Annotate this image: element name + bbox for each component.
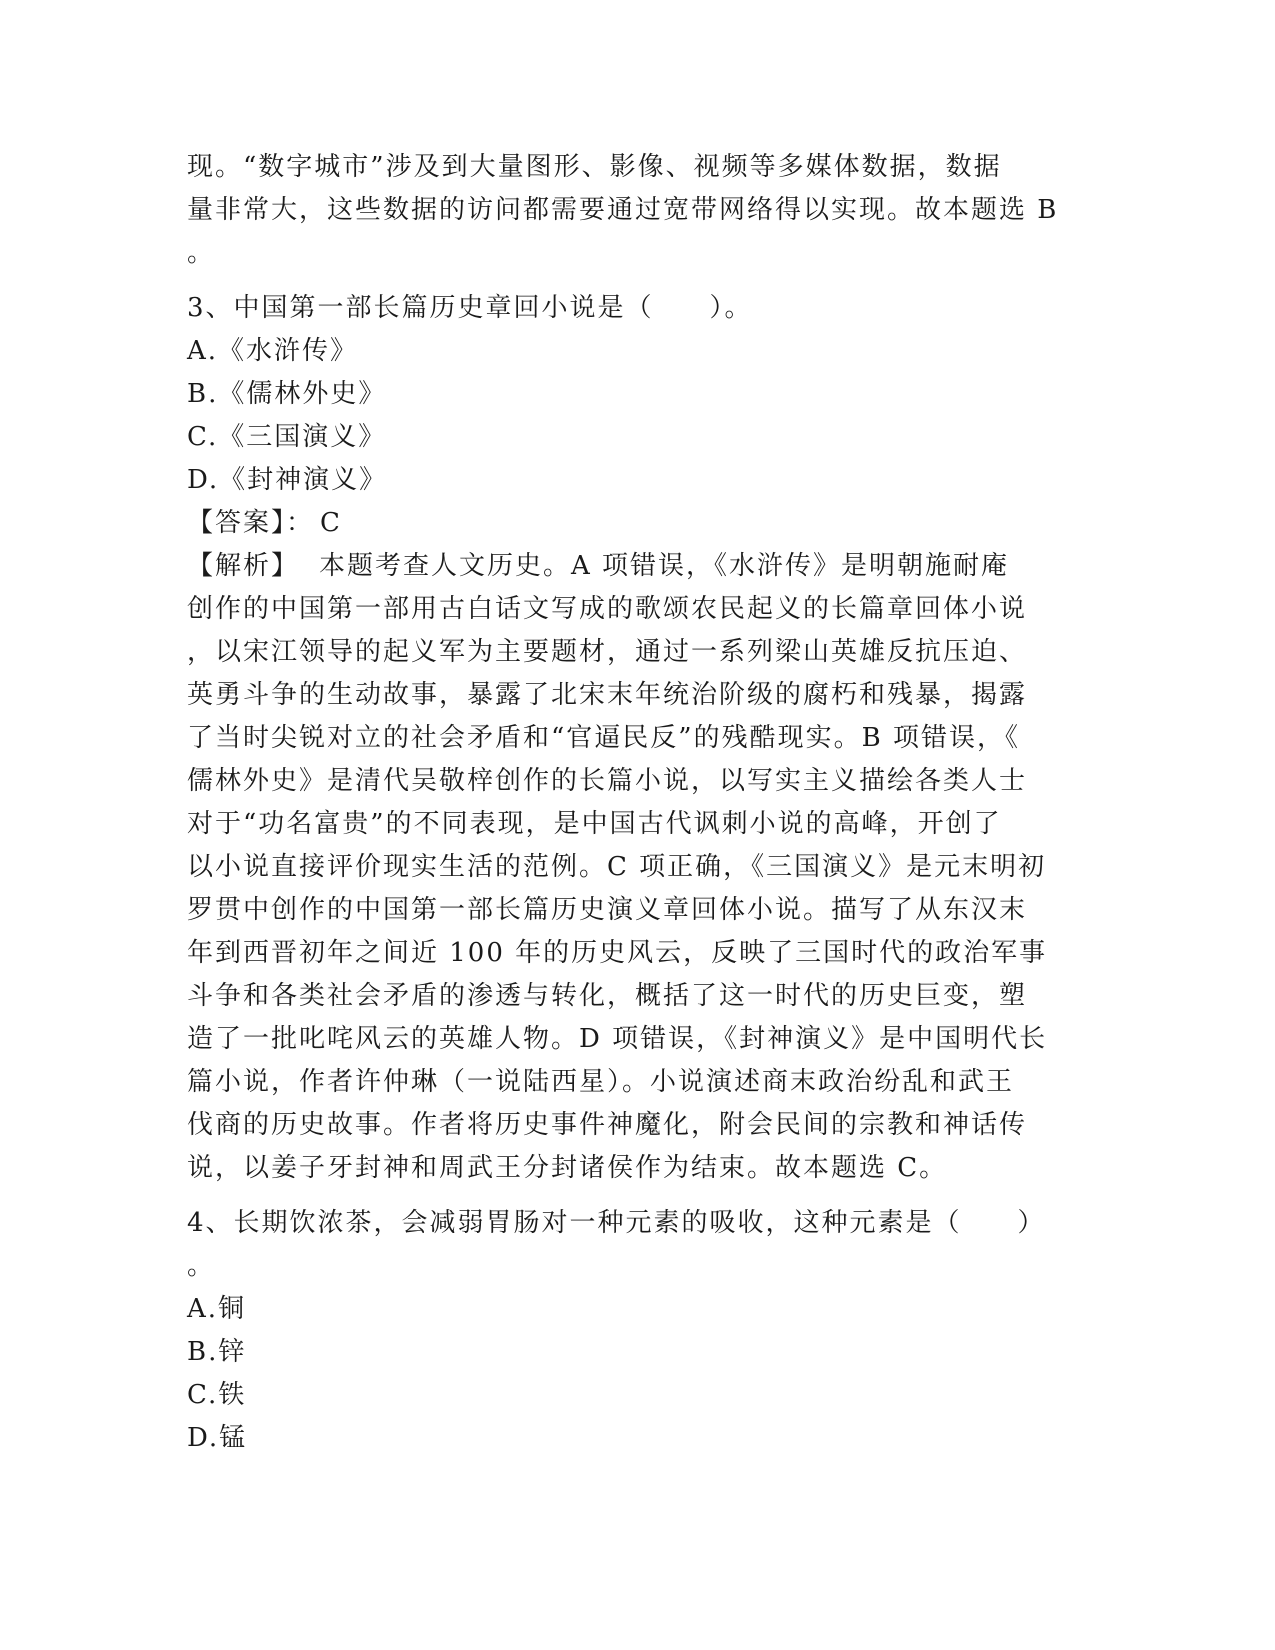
text-line: 创作的中国第一部用古白话文写成的歌颂农民起义的长篇章回体小说 bbox=[187, 594, 1028, 624]
text-line: 量非常大，这些数据的访问都需要通过宽带网络得以实现。故本题选 B bbox=[187, 195, 1059, 225]
text-line: 以小说直接评价现实生活的范例。C 项正确，《三国演义》是元末明初 bbox=[187, 852, 1047, 882]
explanation-label: 【解析】 bbox=[187, 551, 300, 581]
text-line: 。 bbox=[187, 238, 216, 268]
option-b: B.《儒林外史》 bbox=[187, 379, 387, 409]
question-4 bbox=[187, 1202, 1075, 1460]
option-c: C.铁 bbox=[187, 1380, 247, 1410]
text-line: 造了一批叱咤风云的英雄人物。D 项错误，《封神演义》是中国明代长 bbox=[187, 1024, 1048, 1054]
text-line: 对于“功名富贵”的不同表现，是中国古代讽刺小说的高峰，开创了 bbox=[187, 809, 1002, 839]
option-d: D.《封神演义》 bbox=[187, 465, 388, 495]
option-b: B.锌 bbox=[187, 1337, 247, 1367]
question-3 bbox=[187, 287, 1075, 1190]
answer-value: C bbox=[320, 508, 342, 538]
answer-label: 【答案】： bbox=[187, 508, 315, 538]
document-body bbox=[187, 146, 1075, 1460]
text-line: 伐商的历史故事。作者将历史事件神魔化，附会民间的宗教和神话传 bbox=[187, 1110, 1028, 1140]
text-line: 年到西晋初年之间近 100 年的历史风云，反映了三国时代的政治军事 bbox=[187, 938, 1048, 968]
text-line: 英勇斗争的生动故事，暴露了北宋末年统治阶级的腐朽和残暴，揭露 bbox=[187, 680, 1028, 710]
option-a: A.铜 bbox=[187, 1294, 247, 1324]
answer-line bbox=[187, 502, 1075, 545]
question-stem: 3、中国第一部长篇历史章回小说是（ ）。 bbox=[187, 293, 753, 323]
text-line: 罗贯中创作的中国第一部长篇历史演义章回体小说。描写了从东汉末 bbox=[187, 895, 1028, 925]
text-line: 了当时尖锐对立的社会矛盾和“官逼民反”的残酷现实。B 项错误，《 bbox=[187, 723, 1020, 753]
text-line: 斗争和各类社会矛盾的渗透与转化，概括了这一时代的历史巨变，塑 bbox=[187, 981, 1028, 1011]
option-a: A.《水浒传》 bbox=[187, 336, 359, 366]
prev-explanation bbox=[187, 146, 1075, 275]
text-line: 。 bbox=[187, 1251, 216, 1281]
text-line: 说，以姜子牙封神和周武王分封诸侯作为结束。故本题选 C。 bbox=[187, 1153, 948, 1183]
option-c: C.《三国演义》 bbox=[187, 422, 387, 452]
text-line: 现。“数字城市”涉及到大量图形、影像、视频等多媒体数据，数据 bbox=[187, 152, 1002, 182]
text-line: 儒林外史》是清代吴敬梓创作的长篇小说，以写实主义描绘各类人士 bbox=[187, 766, 1028, 796]
explanation-line bbox=[187, 545, 1075, 588]
explanation-text: 本题考查人文历史。A 项错误，《水浒传》是明朝施耐庵 bbox=[319, 551, 1010, 581]
text-line: 篇小说，作者许仲琳（一说陆西星）。小说演述商末政治纷乱和武王 bbox=[187, 1067, 1015, 1097]
text-line: ，以宋江领导的起义军为主要题材，通过一系列梁山英雄反抗压迫、 bbox=[187, 637, 1028, 667]
option-d: D.锰 bbox=[187, 1423, 248, 1453]
question-stem: 4、长期饮浓茶，会减弱胃肠对一种元素的吸收，这种元素是（ ） bbox=[187, 1208, 1046, 1238]
